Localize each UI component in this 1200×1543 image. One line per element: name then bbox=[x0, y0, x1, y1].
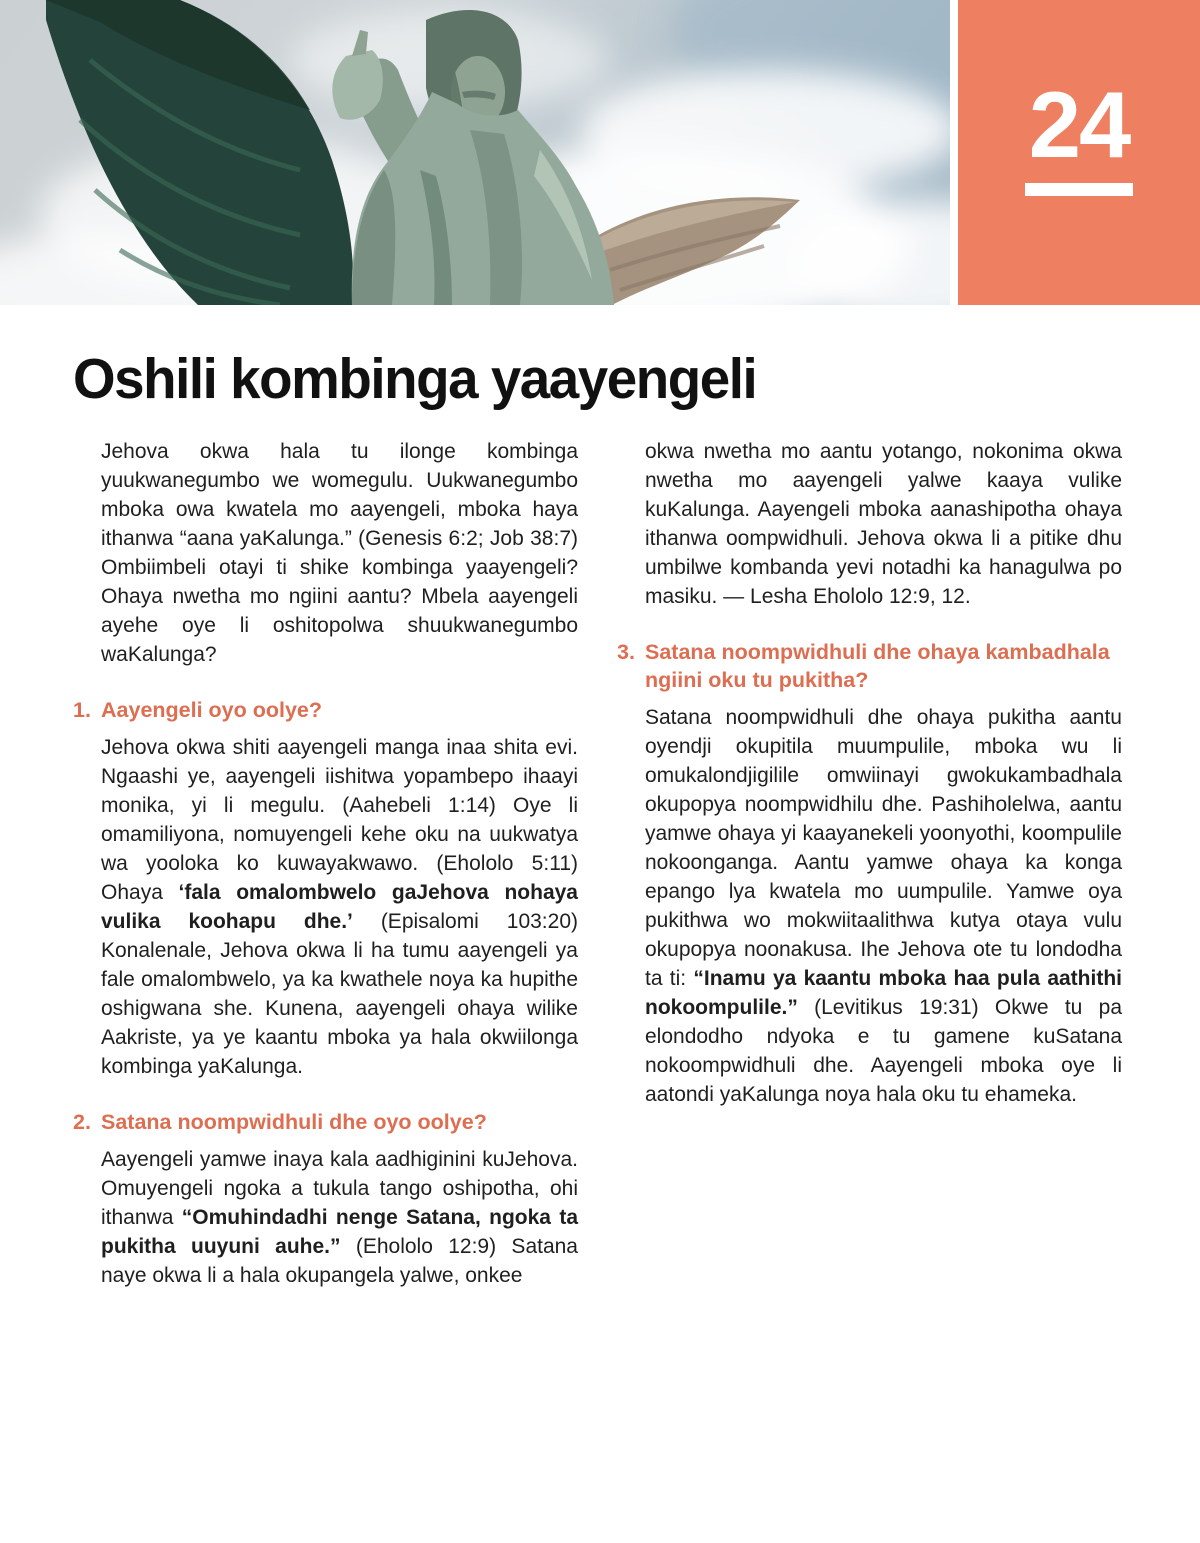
lesson-number-badge bbox=[958, 0, 1200, 305]
section-2-number: 2. bbox=[73, 1109, 91, 1134]
lesson-number: 24 bbox=[1028, 72, 1130, 177]
angel-statue-photo bbox=[0, 0, 950, 305]
hero-divider-gap bbox=[950, 0, 958, 305]
section-1-number: 1. bbox=[73, 697, 91, 722]
section-3-heading bbox=[617, 638, 1122, 694]
section-2-title: Satana noompwidhuli dhe oyo oolye? bbox=[101, 1109, 487, 1134]
page-title: Oshili kombinga yaayengeli bbox=[73, 347, 757, 411]
angel-statue-illustration bbox=[0, 0, 950, 305]
section-1-paragraph: Jehova okwa shiti aayengeli manga inaa shita evi. Ngaashi ye, aayengeli iishitwa yopambepo ihaayi monika, yi li megulu. (Aahebeli 1:14) Oye li omamiliyona, nomuyengeli kehe oku na uukwatya wa yooloka ko kuwayakwawo. (Ehololo 5:11) Ohaya ‘fala omalombwelo gaJehova nohaya vulika koohapu dhe.’ (Episalomi 103:20) Konalenale, Jehova okwa li ha tumu aayengeli ya fale omalombwelo, ya ka kwathele noya ka hupithe oshigwana she. Kunena, aayengeli ohaya wilike Aakriste, ya ye kaantu mboka ya hala okwiilonga kombinga yaKalunga. bbox=[101, 735, 578, 1078]
left-column bbox=[73, 437, 578, 1290]
section-1-title: Aayengeli oyo oolye? bbox=[101, 697, 323, 722]
page-content bbox=[0, 347, 1200, 1290]
section-2-paragraph-start: Aayengeli yamwe inaya kala aadhiginini kuJehova. Omuyengeli ngoka a tukula tango oshipotha, ohi ithanwa “Omuhindadhi nenge Satana, ngoka ta pukitha uuyuni auhe.” (Ehololo 12:9) Satana naye okwa li a hala okupangela yalwe, onkee bbox=[101, 1147, 578, 1287]
two-column-text bbox=[73, 437, 1122, 1290]
lesson-number-underline bbox=[1025, 183, 1133, 196]
section-3-title: Satana noompwidhuli dhe ohaya kambadhala ngiini oku tu pukitha? bbox=[645, 639, 1110, 692]
section-3-number: 3. bbox=[617, 639, 635, 664]
section-3-paragraph: Satana noompwidhuli dhe ohaya pukitha aantu oyendji okupitila muumpulile, mboka wu li omukalondjigilile omwiinayi gwokukambadhala okupopya noompwidhilu dhe. Pashiholelwa, aantu yamwe ohaya yi kaayanekeli yoonyothi, koompulile nokoonganga. Aantu yamwe ohaya ka konga epango lya kwatela mo uumpulile. Yamwe oya pukithwa wo mokwiitaalithwa kutya otaya vulu okupopya noonakusa. Ihe Jehova ote tu londodha ta ti: “Inamu ya kaantu mboka haa pula aathithi nokoompulile.” (Levitikus 19:31) Okwe tu pa elondodho ndyoka e tu gamene kuSatana nokoompwidhuli dhe. Aayengeli mboka oye li aatondi yaKalunga noya hala oku tu ehameka. bbox=[645, 705, 1122, 1106]
right-column bbox=[617, 437, 1122, 1109]
section-2-heading bbox=[73, 1108, 578, 1136]
section-2-paragraph-continued: okwa nwetha mo aantu yotango, nokonima okwa nwetha mo aayengeli yalwe kaaya vulike kuKalunga. Aayengeli mboka aanashipotha ohaya ithanwa oompwidhuli. Jehova okwa li a pitike dhu umbilwe kombanda yevi notadhi ka hanagulwa po masiku. — Lesha Ehololo 12:9, 12. bbox=[645, 439, 1122, 608]
intro-paragraph: Jehova okwa hala tu ilonge kombinga yuukwanegumbo we womegulu. Uukwanegumbo mboka owa kwatela mo aayengeli, mboka haya ithanwa “aana yaKalunga.” (Genesis 6:2; Job 38:7) Ombiimbeli otayi ti shike kombinga yaayengeli? Ohaya nwetha mo ngiini aantu? Mbela aayengeli ayehe oye li oshitopolwa shuukwanegumbo waKalunga? bbox=[101, 439, 578, 666]
section-1-heading bbox=[73, 696, 578, 724]
hero-band bbox=[0, 0, 1200, 305]
